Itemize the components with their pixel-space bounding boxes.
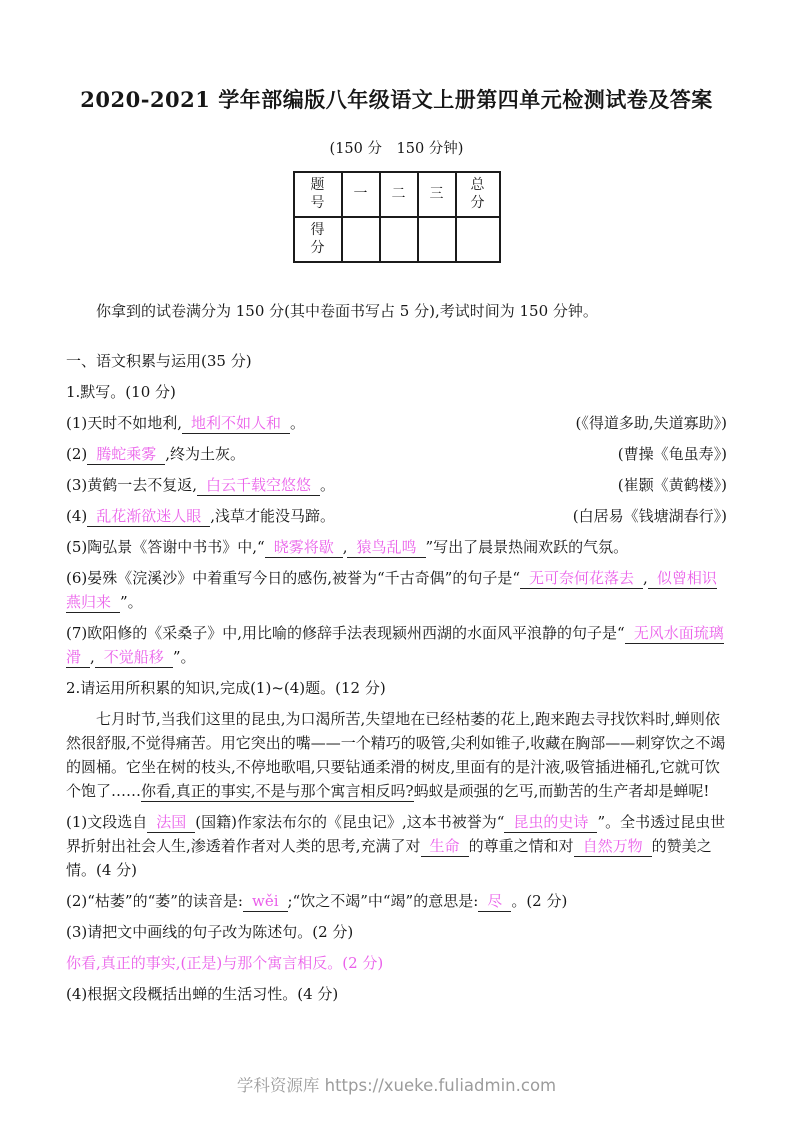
- q2-item-3-answer: [66, 951, 727, 975]
- text-segment: 。(2 分): [511, 892, 568, 910]
- text-segment: 七月时节,当我们这里的昆虫,为口渴所苦,失望地在已经枯萎的花上,跑来跑去寻找饮料时,蝉则依然很舒服,不觉得痛苦。用它突出的嘴——一个精巧的吸管,尖利如锥子,收藏在胸部——刺穿饮之不竭的圆桶。它坐在树的枝头,不停地歌唱,只要钻通柔滑的树皮,里面有的是汁液,吸管插进桶孔,它就可饮个饱了……: [66, 710, 726, 800]
- text-segment: 你看,真正的事实,(正是)与那个寓言相反。(2 分): [66, 954, 384, 972]
- score-table-cell: [418, 217, 456, 262]
- text-segment: ”写出了晨景热闹欢跃的气氛。: [425, 538, 629, 556]
- q1-item-7: [66, 621, 727, 669]
- line-text: [66, 504, 563, 528]
- line-text: [66, 810, 727, 882]
- score-time-subtitle: (150 分 150 分钟): [329, 141, 464, 157]
- line-text: [66, 982, 727, 1006]
- text-segment: (3)请把文中画线的句子改为陈述句。(2 分): [66, 923, 354, 941]
- q1-item-6: [66, 566, 727, 614]
- text-segment: ,终为土灰。: [165, 445, 246, 463]
- answer-blank: 白云千载空悠悠: [197, 476, 320, 496]
- source-attribution: (崔颢《黄鹤楼》): [617, 476, 727, 494]
- text-segment: (2): [66, 445, 88, 463]
- footer-site-text: 学科资源库 https://xueke.fuliadmin.com: [236, 1076, 557, 1095]
- line-text: [66, 920, 727, 944]
- q1-item-2: [66, 442, 727, 466]
- score-table-header-cell: 题 号: [294, 172, 342, 217]
- line-text: [66, 299, 727, 323]
- answer-blank: 昆虫的史诗: [504, 813, 597, 833]
- answer-blank: 不觉船移: [95, 648, 173, 668]
- q1-item-1: [66, 411, 727, 435]
- score-table-cell: 得 分: [294, 217, 342, 262]
- line-text: [66, 380, 727, 404]
- text-segment: 的赞美之情。(4 分): [66, 837, 712, 879]
- answer-blank: 尽: [478, 892, 511, 912]
- text-segment: (3)黄鹤一去不复返,: [66, 476, 198, 494]
- text-segment: ”。: [172, 648, 196, 666]
- line-text: [66, 621, 727, 669]
- q2-item-1: [66, 810, 727, 882]
- text-segment: (2)“枯萎”的“萎”的读音是:: [66, 892, 243, 910]
- answer-blank: wěi: [243, 892, 288, 912]
- line-text: [66, 535, 727, 559]
- text-segment: (国籍)作家法布尔的《昆虫记》,这本书被誉为“: [195, 813, 505, 831]
- text-segment: 2.请运用所积累的知识,完成(1)~(4)题。(12 分): [66, 679, 386, 697]
- score-table-cell: [380, 217, 418, 262]
- answer-blank: 生命: [421, 837, 469, 857]
- text-segment: ”。全书透过昆虫世界折射出社会人生,渗透着作者对人类的思考,充满了对: [66, 813, 726, 855]
- text-segment: (7)欧阳修的《采桑子》中,用比喻的修辞手法表现颍州西湖的水面风平浪静的句子是“: [66, 624, 625, 642]
- text-segment: (1)天时不如地利,: [66, 414, 183, 432]
- text-segment: (4)根据文段概括出蝉的生活习性。(4 分): [66, 985, 339, 1003]
- answer-blank: 晓雾将歇: [265, 538, 343, 558]
- line-text: [66, 889, 727, 913]
- text-segment: (1)文段选自: [66, 813, 148, 831]
- q2-item-4: [66, 982, 727, 1006]
- line-text: [66, 442, 608, 466]
- score-table-header-cell: 一: [342, 172, 380, 217]
- line-text: [66, 411, 566, 435]
- answer-blank: 法国: [147, 813, 195, 833]
- answer-blank: 腾蛇乘雾: [87, 445, 165, 465]
- score-table-header-cell: 总 分: [456, 172, 500, 217]
- score-table-cell: [456, 217, 500, 262]
- line-text: [66, 951, 727, 975]
- answer-blank: 地利不如人和: [182, 414, 290, 434]
- line-text: [66, 473, 608, 497]
- score-table: [293, 171, 501, 263]
- answer-blank: 自然万物: [574, 837, 652, 857]
- text-segment: 蚂蚁是顽强的乞丐,而勤苦的生产者却是蝉呢!: [413, 782, 710, 800]
- intro-note: [66, 299, 727, 323]
- text-segment: 一、语文积累与运用(35 分): [66, 352, 252, 370]
- line-text: [66, 676, 727, 700]
- text-segment: 1.默写。(10 分): [66, 383, 176, 401]
- line-text: [66, 566, 727, 614]
- source-attribution: (曹操《龟虽寿》): [617, 445, 727, 463]
- score-table-header-cell: 二: [380, 172, 418, 217]
- text-segment: ,: [342, 538, 348, 556]
- text-segment: ,: [90, 648, 95, 666]
- q2-passage: [66, 707, 727, 803]
- q1-heading: [66, 380, 727, 404]
- q1-item-4: [66, 504, 727, 528]
- text-segment: 。: [290, 414, 306, 432]
- score-table-body: [294, 172, 500, 262]
- q2-item-3: [66, 920, 727, 944]
- text-segment: ,: [643, 569, 648, 587]
- text-segment: (5)陶弘景《答谢中书书》中,“: [66, 538, 265, 556]
- answer-blank: 似曾相识燕归来: [66, 569, 717, 611]
- footer-watermark: [0, 1072, 793, 1096]
- score-table-header-cell: 三: [418, 172, 456, 217]
- line-text: [66, 707, 727, 803]
- source-attribution: (白居易《钱塘湖春行》): [572, 507, 727, 525]
- answer-blank: 无风水面琉璃滑: [66, 624, 724, 666]
- q1-item-3: [66, 473, 727, 497]
- line-text: [66, 349, 727, 373]
- text-segment: ”。: [120, 593, 143, 611]
- source-attribution: (《得道多助,失道寡助》): [575, 414, 727, 432]
- text-segment: (4): [66, 507, 88, 525]
- text-segment: 的尊重之情和对: [468, 837, 574, 855]
- text-segment: ,浅草才能没马蹄。: [210, 507, 336, 525]
- answer-blank: 猿鸟乱鸣: [347, 538, 425, 558]
- answer-blank: 乱花渐欲迷人眼: [87, 507, 210, 527]
- underlined-sentence: 你看,真正的事实,不是与那个寓言相反吗?: [141, 782, 414, 800]
- text-segment: ;“饮之不竭”中“竭”的意思是:: [287, 892, 479, 910]
- score-table-row: [294, 217, 500, 262]
- q2-heading: [66, 676, 727, 700]
- content-lines: [66, 299, 727, 1006]
- q2-item-2: [66, 889, 727, 913]
- text-segment: (6)晏殊《浣溪沙》中着重写今日的感伤,被誉为“千古奇偶”的句子是“: [66, 569, 521, 587]
- text-segment: 你拿到的试卷满分为 150 分(其中卷面书写占 5 分),考试时间为 150 分钟。: [96, 302, 598, 320]
- text-segment: 。: [320, 476, 336, 494]
- q1-item-5: [66, 535, 727, 559]
- page-title: 2020-2021 学年部编版八年级语文上册第四单元检测试卷及答案: [80, 87, 713, 112]
- section-1-heading: [66, 349, 727, 373]
- answer-blank: 无可奈何花落去: [520, 569, 643, 589]
- score-table-cell: [342, 217, 380, 262]
- score-table-row: [294, 172, 500, 217]
